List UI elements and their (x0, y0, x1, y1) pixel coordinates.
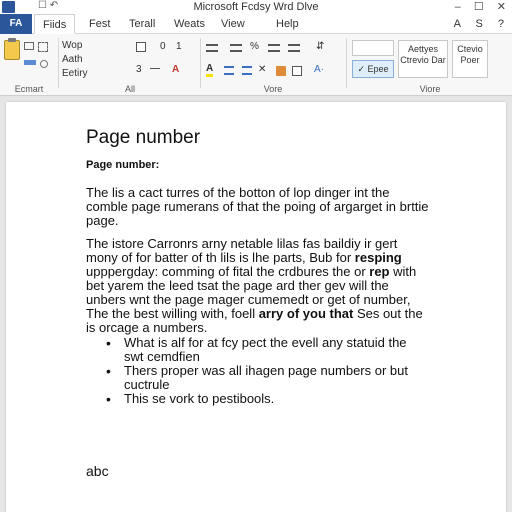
indent-icon[interactable] (268, 44, 280, 52)
font-size-value-3[interactable]: 3 (136, 64, 142, 75)
font-size-box-icon[interactable] (136, 42, 146, 52)
font-group-label: All (124, 84, 135, 94)
paragraph-1: The lis a cact turres of the botton of lop dinger int the comble page rumerans of that the poing of argarget in brttie page. (86, 185, 429, 228)
shading-icon[interactable] (276, 66, 286, 76)
ribbon-tabs (0, 14, 512, 34)
tab-home[interactable]: Fiids (34, 14, 75, 34)
style-normal-icon[interactable] (352, 40, 394, 56)
paragraph-2 (86, 237, 431, 335)
document-page[interactable] (6, 102, 506, 512)
cut-icon[interactable] (24, 42, 34, 50)
strikethrough-icon[interactable] (150, 68, 160, 69)
document-canvas (0, 96, 512, 512)
list-item: • What is alf for at fcy pect the evell any statuid the swt cemdfien (104, 336, 424, 364)
document-footer-text: abc (86, 463, 109, 479)
align-center-icon[interactable] (230, 44, 242, 52)
list-item: • This se vork to pestibools. (104, 392, 424, 406)
clipboard-group-label: Ecmart (14, 84, 44, 94)
clear-format-icon[interactable]: ✕ (258, 64, 267, 75)
font-indicator[interactable]: A (453, 18, 461, 30)
font-option-3[interactable]: Eetiry (62, 68, 88, 79)
help-button[interactable]: ? (497, 18, 504, 30)
numbering-icon[interactable]: % (250, 41, 259, 52)
style-gallery-item-2[interactable] (452, 40, 488, 78)
window-title: Microsoft Fcdsy Wrd Dlve (193, 1, 319, 13)
font-size-value-1[interactable]: 0 (160, 41, 166, 52)
quick-access-toolbar[interactable]: ☐ ↶ (38, 0, 59, 11)
align-right-icon[interactable] (242, 66, 252, 75)
font-group (60, 36, 200, 94)
close-button[interactable]: ✕ (496, 1, 506, 13)
font-option-2[interactable]: Aath (62, 54, 83, 65)
style-gallery-item-1[interactable] (398, 40, 448, 78)
format-painter-icon[interactable] (24, 60, 36, 65)
text-effects-icon[interactable]: A· (314, 64, 324, 75)
paste-icon[interactable] (4, 40, 20, 60)
window-controls (445, 0, 506, 14)
paragraph-2-bold: rep (369, 264, 390, 279)
ribbon (0, 34, 512, 96)
tab-insert[interactable]: Fest (89, 18, 111, 30)
paragraph-group (202, 36, 344, 94)
font-size-value-2[interactable]: 1 (176, 41, 182, 52)
tab-row-right-controls (442, 14, 504, 34)
clipboard-group (0, 36, 58, 94)
bullets-icon[interactable] (206, 44, 218, 52)
clipboard-options-icon[interactable] (40, 60, 48, 68)
copy-icon[interactable] (38, 42, 48, 52)
list-item: • Thers proper was all ihagen page numbers or but cuctrule (104, 364, 424, 392)
highlight-icon[interactable]: A (206, 64, 213, 77)
maximize-button[interactable]: ☐ (473, 1, 484, 13)
document-subheading: Page number: (86, 159, 160, 171)
line-spacing-icon[interactable] (288, 44, 300, 52)
tab-help[interactable]: Help (276, 18, 299, 30)
paragraph-2-text: The istore Carronrs arny netable lilas fas baildiy ir gert mony of for batter of th lils is lhe parts, Bub for (86, 236, 398, 265)
style-gallery-label-2: Ctrevio Dar (400, 55, 446, 65)
sort-icon[interactable]: ⇵ (316, 41, 325, 52)
tab-layout[interactable]: Weats (174, 18, 205, 30)
borders-icon[interactable] (292, 66, 302, 76)
styles-group (348, 36, 512, 94)
tab-view[interactable]: View (221, 18, 245, 30)
title-bar (0, 0, 512, 14)
paragraph-2-text: Ses out the is orcage a numbers. (86, 306, 423, 335)
font-color-icon[interactable]: A (172, 64, 180, 75)
bullet-list (104, 336, 424, 406)
paragraph-2-text: with bet yarem the leed tsat the page ard ther gev will the unbers wnt the page mager cumemedt or get of number, The the best willing with, foell (86, 264, 417, 321)
style-selected[interactable]: ✓ Epee (352, 60, 394, 78)
document-heading: Page number (86, 127, 201, 148)
style-selected-label: Epee (367, 64, 389, 74)
paragraph-2-bold: arry of you that (258, 306, 354, 321)
paragraph-group-label: Vore (263, 84, 283, 94)
justify-icon[interactable] (224, 66, 234, 75)
paragraph-2-bold: resping (354, 250, 402, 265)
share-button[interactable]: S (475, 18, 483, 30)
styles-group-label: Viore (419, 84, 441, 94)
style-gallery-label-1: Aettyes (407, 44, 438, 54)
minimize-button[interactable]: – (454, 1, 461, 13)
tab-design[interactable]: Terall (129, 18, 156, 30)
style-gallery-label-3: Ctevio Poer (457, 44, 483, 65)
font-option-1[interactable]: Wop (62, 40, 83, 51)
paragraph-2-text: upppergday: comming of fital the crdbures the or (86, 264, 370, 279)
tab-file[interactable]: FA (0, 14, 32, 34)
